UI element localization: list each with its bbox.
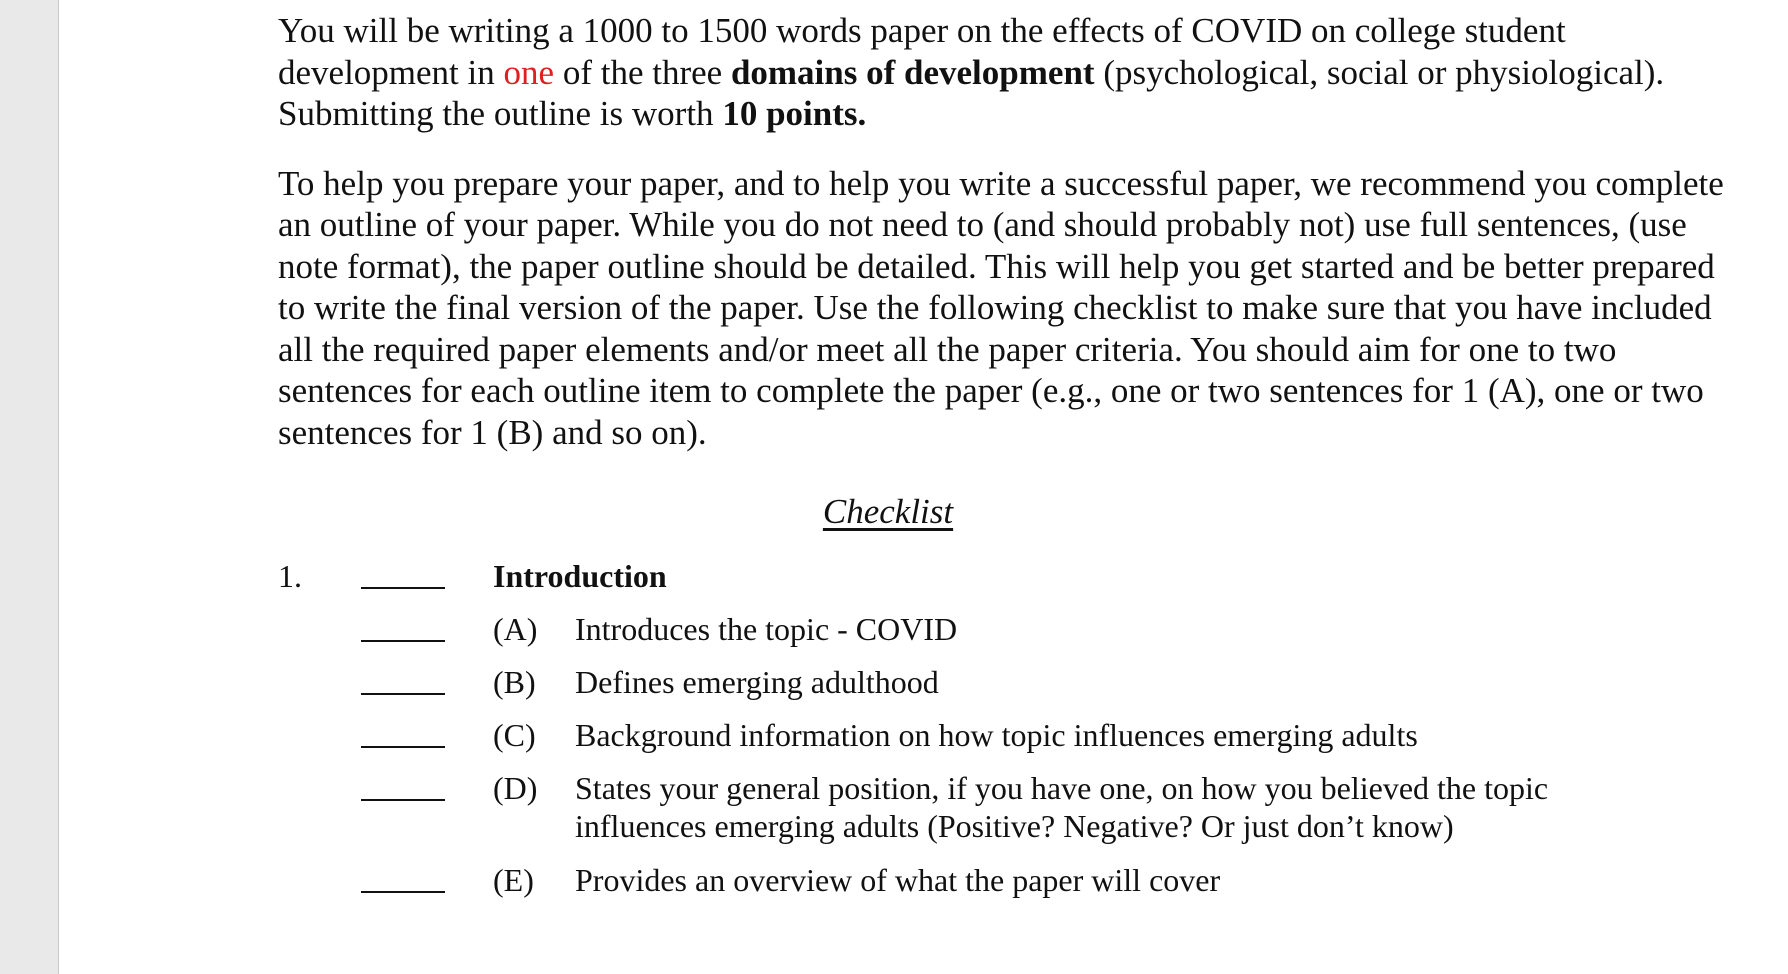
check-blank[interactable] xyxy=(361,587,445,589)
check-blank[interactable] xyxy=(361,799,445,801)
item-letter: (C) xyxy=(493,716,536,753)
section-number: 1. xyxy=(278,557,302,594)
section-title: Introduction xyxy=(493,557,667,594)
checklist xyxy=(278,557,1738,914)
item-text: States your general position, if you have one, on how you believed the topic influences emerging adults (Positive? Negative? Or just don’t know) xyxy=(575,769,1549,844)
check-blank[interactable] xyxy=(361,693,445,695)
item-text: Provides an overview of what the paper will cover xyxy=(575,861,1221,898)
guidance-paragraph: To help you prepare your paper, and to help you write a successful paper, we recommend you complete an outline of your paper. While you do not need to (and should probably not) use full sentences, (use note format), the paper outline should be detailed. This will help you get started and be better prepared to write the final version of the paper. Use the following checklist to make sure that you have included all the required paper elements and/or meet all the paper criteria. You should aim for one to two sentences for each outline item to complete the paper (e.g., one or two sentences for 1 (A), one or two sentences for 1 (B) and so on). xyxy=(278,163,1724,452)
item-letter: (D) xyxy=(493,769,538,806)
intro-text-1: You will be writing a 1000 to 1500 words paper on the effects of COVID on college student development in xyxy=(278,11,1566,92)
checklist-item xyxy=(278,861,1738,914)
intro-paragraph xyxy=(278,10,1738,135)
item-text: Defines emerging adulthood xyxy=(575,663,939,700)
intro-highlight-one: one xyxy=(503,52,555,92)
intro-text-2: of the three xyxy=(554,52,731,92)
checklist-item xyxy=(278,769,1738,861)
item-text: Background information on how topic influences emerging adults xyxy=(575,716,1418,753)
check-blank[interactable] xyxy=(361,891,445,893)
item-letter: (E) xyxy=(493,861,534,898)
item-letter: (A) xyxy=(493,610,538,647)
left-margin-gutter xyxy=(0,0,59,974)
checklist-heading: Checklist xyxy=(822,492,954,531)
intro-bold-points: 10 points. xyxy=(722,94,867,133)
item-letter: (B) xyxy=(493,663,536,700)
check-blank[interactable] xyxy=(361,746,445,748)
checklist-item xyxy=(278,610,1738,663)
item-text: Introduces the topic - COVID xyxy=(575,610,958,647)
document-page xyxy=(59,0,1788,974)
intro-text-3: (psychological, social or physiological). Submitting the outline is worth xyxy=(278,52,1665,133)
checklist-item xyxy=(278,663,1738,716)
checklist-item xyxy=(278,716,1738,769)
document-content xyxy=(278,10,1738,914)
intro-bold-domains: domains of development xyxy=(730,52,1095,92)
checklist-section-row xyxy=(278,557,1738,610)
check-blank[interactable] xyxy=(361,640,445,642)
